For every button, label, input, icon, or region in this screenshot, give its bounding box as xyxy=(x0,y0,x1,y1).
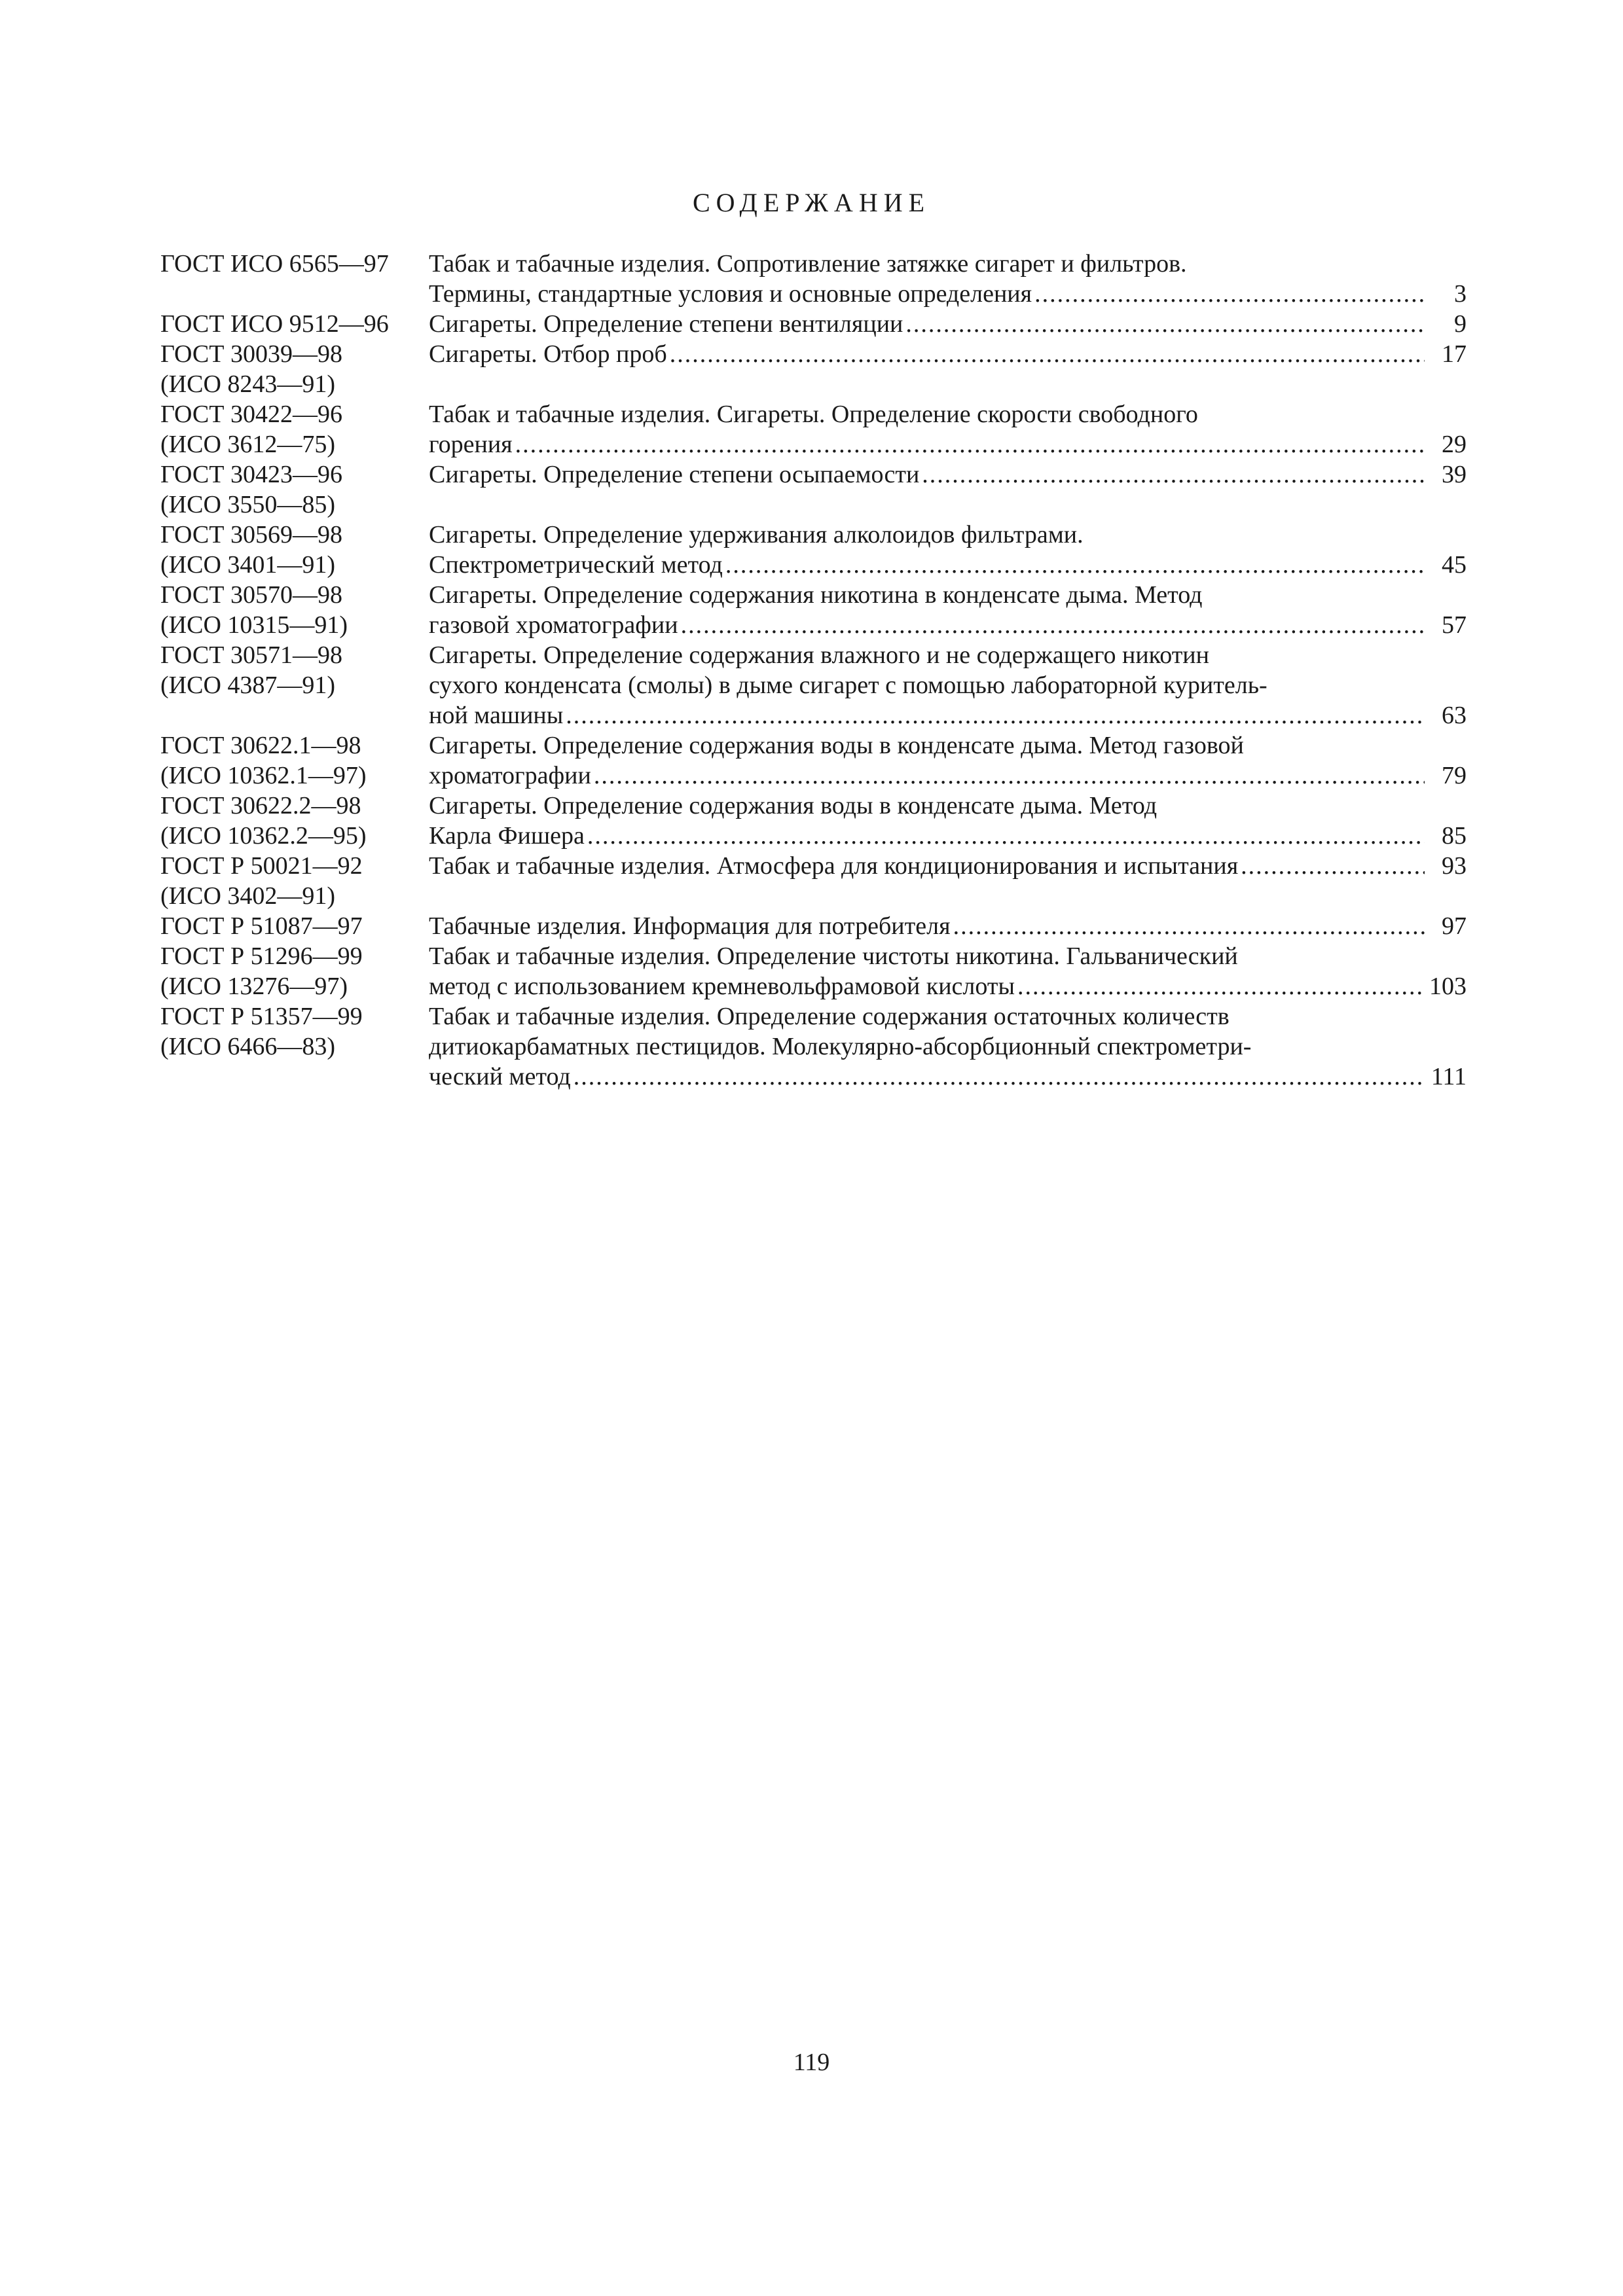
title-line: Сигареты. Определение содержания воды в конденсате дыма. Метод газовой xyxy=(429,732,1244,759)
page-ref: 85 xyxy=(1442,822,1467,850)
title-line: Сигареты. Определение степени вентиляции xyxy=(429,310,903,338)
standard-title xyxy=(429,730,1467,791)
title-last-line xyxy=(429,279,1467,309)
title-line: Сигареты. Отбор проб xyxy=(429,340,667,368)
page-ref: 79 xyxy=(1442,762,1467,789)
dot-leader xyxy=(905,309,1425,339)
page-ref: 3 xyxy=(1454,280,1467,308)
title-last-line xyxy=(429,339,1467,369)
standard-code xyxy=(160,851,429,911)
standard-title xyxy=(429,520,1467,580)
standard-code-line: ГОСТ 30571—98 xyxy=(160,641,342,669)
standard-code-line: ГОСТ Р 50021—92 xyxy=(160,852,363,880)
standard-code-line: (ИСО 3550—85) xyxy=(160,491,336,518)
standard-title xyxy=(429,941,1467,1001)
standard-code xyxy=(160,580,429,640)
title-line: Сигареты. Определение удерживания алколоидов фильтрами. xyxy=(429,521,1084,548)
standard-code-line: (ИСО 10362.2—95) xyxy=(160,822,367,850)
title-line: Карла Фишера xyxy=(429,822,585,850)
title-last-line xyxy=(429,700,1467,730)
standard-code xyxy=(160,941,429,1001)
title-last-line xyxy=(429,851,1467,881)
title-line: хроматографии xyxy=(429,762,591,789)
title-line: метод с использованием кремневольфрамовой кислоты xyxy=(429,973,1015,1000)
standard-code-line: ГОСТ 30423—96 xyxy=(160,461,342,488)
dot-leader xyxy=(1017,971,1425,1001)
title-line: Табак и табачные изделия. Атмосфера для кондиционирования и испытания xyxy=(429,852,1239,880)
standard-code-line: ГОСТ Р 51357—99 xyxy=(160,1003,363,1030)
standard-code xyxy=(160,640,429,700)
dot-leader xyxy=(681,610,1425,640)
table-of-contents xyxy=(160,249,1467,1092)
title-line: Табак и табачные изделия. Сигареты. Определение скорости свободного xyxy=(429,401,1198,428)
standard-code-line: ГОСТ 30570—98 xyxy=(160,581,342,609)
title-line: Сигареты. Определение степени осыпаемости xyxy=(429,461,920,488)
toc-entry[interactable] xyxy=(160,791,1467,851)
title-line: сухого конденсата (смолы) в дыме сигарет с помощью лабораторной куритель- xyxy=(429,672,1267,699)
standard-title xyxy=(429,911,1467,941)
title-line: Табачные изделия. Информация для потребителя xyxy=(429,912,951,940)
title-line: ческий метод xyxy=(429,1063,571,1090)
page-ref: 93 xyxy=(1442,852,1467,880)
toc-entry[interactable] xyxy=(160,339,1467,399)
standard-code xyxy=(160,309,429,339)
title-line: Табак и табачные изделия. Определение чистоты никотина. Гальванический xyxy=(429,942,1238,970)
title-last-line xyxy=(429,911,1467,941)
standard-code xyxy=(160,1001,429,1062)
standard-code-line: ГОСТ 30622.1—98 xyxy=(160,732,361,759)
standard-code xyxy=(160,520,429,580)
title-last-line xyxy=(429,429,1467,459)
standard-title xyxy=(429,309,1467,339)
standard-code-line: (ИСО 3401—91) xyxy=(160,551,336,579)
dot-leader xyxy=(1034,279,1425,309)
dot-leader xyxy=(953,911,1425,941)
standard-title xyxy=(429,791,1467,851)
standard-code xyxy=(160,249,429,279)
standard-code-line: ГОСТ Р 51296—99 xyxy=(160,942,363,970)
standard-code-line: ГОСТ ИСО 9512—96 xyxy=(160,310,389,338)
standard-code xyxy=(160,730,429,791)
standard-code-line: ГОСТ 30622.2—98 xyxy=(160,792,361,819)
standard-title xyxy=(429,339,1467,369)
title-last-line xyxy=(429,761,1467,791)
dot-leader xyxy=(587,821,1425,851)
page-ref: 29 xyxy=(1442,431,1467,458)
title-last-line xyxy=(429,821,1467,851)
standard-title xyxy=(429,399,1467,459)
standard-code xyxy=(160,339,429,399)
page-ref: 97 xyxy=(1442,912,1467,940)
toc-entry[interactable] xyxy=(160,580,1467,640)
standard-title xyxy=(429,640,1467,730)
toc-entry[interactable] xyxy=(160,249,1467,309)
title-line: горения xyxy=(429,431,513,458)
toc-entry[interactable] xyxy=(160,520,1467,580)
standard-code-line: (ИСО 10362.1—97) xyxy=(160,762,367,789)
standard-code-line: (ИСО 13276—97) xyxy=(160,973,348,1000)
title-line: Табак и табачные изделия. Определение содержания остаточных количеств xyxy=(429,1003,1230,1030)
title-last-line xyxy=(429,309,1467,339)
toc-entry[interactable] xyxy=(160,399,1467,459)
title-line: Сигареты. Определение содержания воды в конденсате дыма. Метод xyxy=(429,792,1158,819)
title-line: Табак и табачные изделия. Сопротивление затяжке сигарет и фильтров. xyxy=(429,250,1187,278)
standard-code-line: (ИСО 3612—75) xyxy=(160,431,336,458)
standard-code-line: ГОСТ ИСО 6565—97 xyxy=(160,250,389,278)
dot-leader xyxy=(594,761,1425,791)
title-last-line xyxy=(429,1062,1467,1092)
standard-code-line: ГОСТ 30569—98 xyxy=(160,521,342,548)
title-line: Спектрометрический метод xyxy=(429,551,723,579)
page-ref: 57 xyxy=(1442,611,1467,639)
toc-entry[interactable] xyxy=(160,459,1467,520)
dot-leader xyxy=(670,339,1425,369)
standard-code xyxy=(160,911,429,941)
dot-leader xyxy=(515,429,1425,459)
toc-entry[interactable] xyxy=(160,640,1467,730)
page-ref: 45 xyxy=(1442,551,1467,579)
title-line: Термины, стандартные условия и основные определения xyxy=(429,280,1032,308)
standard-title xyxy=(429,249,1467,309)
toc-entry[interactable] xyxy=(160,941,1467,1001)
page-ref: 17 xyxy=(1442,340,1467,368)
standard-code xyxy=(160,459,429,520)
standard-title xyxy=(429,1001,1467,1092)
toc-entry[interactable] xyxy=(160,1001,1467,1092)
title-line: дитиокарбаматных пестицидов. Молекулярно-абсорбционный спектрометри- xyxy=(429,1033,1252,1060)
title-last-line xyxy=(429,971,1467,1001)
title-line: Сигареты. Определение содержания никотина в конденсате дыма. Метод xyxy=(429,581,1203,609)
toc-entry[interactable] xyxy=(160,911,1467,941)
toc-entry[interactable] xyxy=(160,851,1467,911)
standard-code-line: (ИСО 3402—91) xyxy=(160,882,336,910)
dot-leader xyxy=(725,550,1425,580)
standard-code-line: (ИСО 10315—91) xyxy=(160,611,348,639)
standard-title xyxy=(429,580,1467,640)
standard-code-line: (ИСО 8243—91) xyxy=(160,370,336,398)
standard-code xyxy=(160,399,429,459)
dot-leader xyxy=(1241,851,1425,881)
dot-leader xyxy=(922,459,1425,490)
page-title: СОДЕРЖАНИЕ xyxy=(692,188,931,217)
page-ref: 9 xyxy=(1454,310,1467,338)
dot-leader xyxy=(574,1062,1425,1092)
standard-code-line: ГОСТ 30039—98 xyxy=(160,340,342,368)
toc-entry[interactable] xyxy=(160,730,1467,791)
standard-code-line: (ИСО 6466—83) xyxy=(160,1033,336,1060)
dot-leader xyxy=(566,700,1425,730)
title-line: ной машины xyxy=(429,702,564,729)
title-last-line xyxy=(429,459,1467,490)
standard-title xyxy=(429,851,1467,881)
toc-entry[interactable] xyxy=(160,309,1467,339)
title-line: Сигареты. Определение содержания влажного и не содержащего никотин xyxy=(429,641,1209,669)
standard-code-line: (ИСО 4387—91) xyxy=(160,672,336,699)
page-ref: 111 xyxy=(1431,1063,1467,1090)
page-number: 119 xyxy=(793,2049,830,2076)
standard-code xyxy=(160,791,429,851)
title-line: газовой хроматографии xyxy=(429,611,678,639)
title-last-line xyxy=(429,610,1467,640)
page-ref: 39 xyxy=(1442,461,1467,488)
standard-title xyxy=(429,459,1467,490)
standard-code-line: ГОСТ Р 51087—97 xyxy=(160,912,363,940)
standard-code-line: ГОСТ 30422—96 xyxy=(160,401,342,428)
page-ref: 103 xyxy=(1429,973,1467,1000)
page-ref: 63 xyxy=(1442,702,1467,729)
title-last-line xyxy=(429,550,1467,580)
